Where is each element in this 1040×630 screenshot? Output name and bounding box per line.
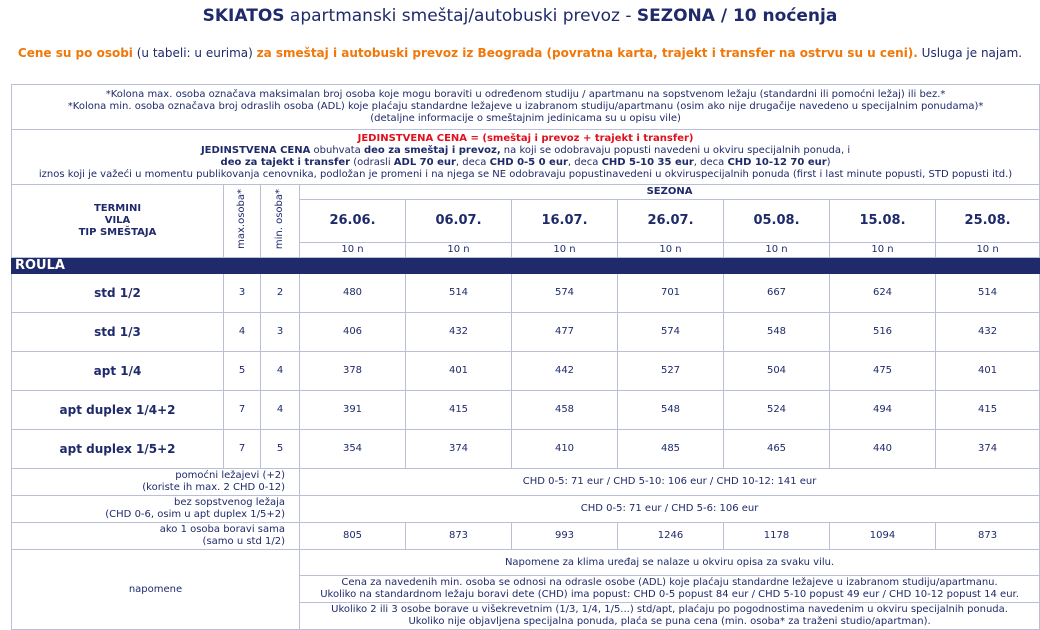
extra-bed-row — [12, 469, 1040, 496]
row-max: 7 — [224, 430, 261, 469]
page-title — [0, 6, 1040, 26]
header-date: 16.07. — [512, 200, 618, 243]
extra-bed-line: (koriste ih max. 2 CHD 0-12) — [142, 482, 285, 493]
header-nights: 10 n — [406, 243, 512, 258]
row-price: 548 — [724, 313, 830, 352]
single-price: 873 — [936, 523, 1040, 550]
price-info-text: (odrasli — [350, 157, 394, 168]
row-price: 480 — [300, 274, 406, 313]
header-nights: 10 n — [830, 243, 936, 258]
price-info-line: iznos koji je važeći u momentu publikovanja cenovnika, podložan je promeni i na njega se NE odobravaju popustinavedeni u okviruspecijalnih ponuda (first i last minute popusti, STD popusti itd.) — [38, 169, 1013, 180]
row-price: 374 — [406, 430, 512, 469]
single-row — [12, 523, 1040, 550]
no-bed-line: bez sopstvenog ležaja — [173, 497, 285, 508]
note-line: *Kolona min. osoba označava broj odraslih osoba (ADL) koje plaćaju standardne ležajeve u izabranom studiju/apartmanu (osim ako nije drugačije navedeno u specijalnim ponudama)* — [67, 101, 984, 112]
row-price: 701 — [618, 274, 724, 313]
row-max: 7 — [224, 391, 261, 430]
row-price: 465 — [724, 430, 830, 469]
title-middle: apartmanski smeštaj/autobuski prevoz - — [284, 6, 637, 26]
title-season: SEZONA / 10 noćenja — [636, 6, 838, 26]
row-price: 574 — [618, 313, 724, 352]
single-price: 993 — [512, 523, 618, 550]
single-price: 873 — [406, 523, 512, 550]
row-max: 3 — [224, 274, 261, 313]
row-price: 410 — [512, 430, 618, 469]
row-price: 354 — [300, 430, 406, 469]
extra-bed-line: pomoćni ležajevi (+2) — [175, 470, 285, 481]
row-min: 4 — [261, 352, 300, 391]
row-price: 401 — [936, 352, 1040, 391]
subtitle-part-3: za smeštaj i autobuski prevoz iz Beograda (povratna karta, trajekt i transfer na ostrvu su u ceni). — [256, 46, 918, 60]
napomene-note — [300, 603, 1040, 630]
napomene-line: Ukoliko na standardnom ležaju boravi dete (CHD) ima popust: CHD 0-5 popust 84 eur / CHD 5-10 popust 49 eur / CHD 10-12 popust 14 eur. — [320, 589, 1019, 600]
price-info-line — [14, 157, 1037, 169]
price-info-text: , deca — [567, 157, 602, 168]
header-termini: TERMINI — [93, 203, 142, 214]
header-max-label: max.osoba* — [236, 189, 247, 249]
title-destination: SKIATOS — [202, 6, 285, 26]
no-bed-value: CHD 0-5: 71 eur / CHD 5-6: 106 eur — [300, 496, 1040, 523]
price-info-text: , deca — [455, 157, 490, 168]
napomene-label: napomene — [12, 550, 300, 630]
single-line: ako 1 osoba boravi sama — [159, 524, 285, 535]
header-nights: 10 n — [936, 243, 1040, 258]
row-type: apt 1/4 — [12, 352, 224, 391]
row-price: 504 — [724, 352, 830, 391]
row-price: 458 — [512, 391, 618, 430]
row-min: 5 — [261, 430, 300, 469]
price-info-bold: JEDINSTVENA CENA — [200, 145, 311, 156]
row-max: 5 — [224, 352, 261, 391]
row-price: 624 — [830, 274, 936, 313]
header-max-cell — [224, 185, 261, 258]
header-date: 15.08. — [830, 200, 936, 243]
extra-bed-value: CHD 0-5: 71 eur / CHD 5-10: 106 eur / CHD 10-12: 141 eur — [300, 469, 1040, 496]
row-price: 667 — [724, 274, 830, 313]
notes-cell — [12, 85, 1040, 130]
header-tip: TIP SMEŠTAJA — [78, 227, 157, 238]
single-line: (samo u std 1/2) — [202, 536, 285, 547]
header-nights: 10 n — [724, 243, 830, 258]
price-info-text: , deca — [693, 157, 728, 168]
row-price: 485 — [618, 430, 724, 469]
note-line: (detaljne informacije o smeštajnim jedinicama su u opisu vile) — [370, 113, 681, 124]
header-left-cell — [12, 185, 224, 258]
price-info-bold: ADL 70 eur — [393, 157, 456, 168]
napomene-note: Napomene za klima uređaj se nalaze u okviru opisa za svaku vilu. — [300, 550, 1040, 576]
price-info-row — [12, 130, 1040, 185]
subtitle-part-1: Cene su po osobi — [17, 46, 133, 60]
section-title: ROULA — [12, 258, 1040, 274]
header-nights: 10 n — [300, 243, 406, 258]
napomene-line: Cena za navedenih min. osoba se odnosi na odrasle osobe (ADL) koje plaćaju standardne ležajeve u izabranom studiju/apartmanu. — [341, 577, 998, 588]
single-price: 1178 — [724, 523, 830, 550]
row-price: 442 — [512, 352, 618, 391]
unique-price-line: JEDINSTVENA CENA = (smeštaj i prevoz + trajekt i transfer) — [357, 133, 694, 144]
header-min-label: min. osoba* — [274, 188, 285, 250]
price-info-bold: CHD 10-12 70 eur — [727, 157, 827, 168]
header-date: 26.07. — [618, 200, 724, 243]
table-row — [12, 313, 1040, 352]
price-info-bold: deo za smeštaj i prevoz, — [363, 145, 501, 156]
row-type: std 1/2 — [12, 274, 224, 313]
row-price: 477 — [512, 313, 618, 352]
price-table — [11, 84, 1040, 630]
price-info-text: ) — [826, 157, 831, 168]
row-type: apt duplex 1/5+2 — [12, 430, 224, 469]
row-price: 440 — [830, 430, 936, 469]
row-type: apt duplex 1/4+2 — [12, 391, 224, 430]
price-info-text: na koji se odobravaju popusti navedeni u okviru specijalnih ponuda, i — [500, 145, 851, 156]
price-info-bold: CHD 5-10 35 eur — [601, 157, 694, 168]
no-bed-label — [12, 496, 300, 523]
row-min: 4 — [261, 391, 300, 430]
table-row — [12, 274, 1040, 313]
header-date: 05.08. — [724, 200, 830, 243]
header-date: 25.08. — [936, 200, 1040, 243]
notes-row — [12, 85, 1040, 130]
subtitle-part-4: Usluga je najam. — [917, 46, 1023, 60]
extra-bed-label — [12, 469, 300, 496]
row-price: 475 — [830, 352, 936, 391]
price-info-bold: deo za tajekt i transfer — [220, 157, 351, 168]
header-vila: VILA — [104, 215, 131, 226]
header-min-cell — [261, 185, 300, 258]
no-bed-row — [12, 496, 1040, 523]
header-season: SEZONA — [300, 185, 1040, 200]
subtitle-part-2: (u tabeli: u eurima) — [132, 46, 257, 60]
section-row — [12, 258, 1040, 274]
price-info-text: obuhvata — [310, 145, 364, 156]
price-info-cell — [12, 130, 1040, 185]
row-price: 514 — [406, 274, 512, 313]
row-price: 415 — [936, 391, 1040, 430]
napomene-line: Ukoliko nije objavljena specijalna ponuda, plaća se puna cena (min. osoba* za traženi studio/apartman). — [408, 616, 931, 627]
row-price: 514 — [936, 274, 1040, 313]
row-min: 3 — [261, 313, 300, 352]
header-nights: 10 n — [512, 243, 618, 258]
row-price: 374 — [936, 430, 1040, 469]
row-price: 432 — [406, 313, 512, 352]
notes-row-1 — [12, 550, 1040, 576]
row-price: 548 — [618, 391, 724, 430]
row-price: 401 — [406, 352, 512, 391]
page-subtitle — [0, 46, 1040, 60]
single-label — [12, 523, 300, 550]
row-price: 524 — [724, 391, 830, 430]
row-price: 574 — [512, 274, 618, 313]
row-price: 432 — [936, 313, 1040, 352]
row-price: 406 — [300, 313, 406, 352]
row-price: 378 — [300, 352, 406, 391]
row-max: 4 — [224, 313, 261, 352]
no-bed-line: (CHD 0-6, osim u apt duplex 1/5+2) — [105, 509, 285, 520]
header-row-season — [12, 185, 1040, 200]
header-date: 26.06. — [300, 200, 406, 243]
row-price: 415 — [406, 391, 512, 430]
row-type: std 1/3 — [12, 313, 224, 352]
row-price: 494 — [830, 391, 936, 430]
note-line: *Kolona max. osoba označava maksimalan broj osoba koje mogu boraviti u određenom studiju / apartmanu na sopstvenom ležaju (standardni ili pomoćni ležaj) ili bez.* — [105, 89, 946, 100]
price-info-bold: CHD 0-5 0 eur — [489, 157, 568, 168]
napomene-line: Ukoliko 2 ili 3 osobe borave u višekrevetnim (1/3, 1/4, 1/5...) std/apt, plaćaju po pogodnostima navedenim u okviru specijalnih ponuda. — [331, 604, 1008, 615]
single-price: 1094 — [830, 523, 936, 550]
table-row — [12, 430, 1040, 469]
single-price: 1246 — [618, 523, 724, 550]
row-price: 391 — [300, 391, 406, 430]
table-row — [12, 352, 1040, 391]
row-price: 516 — [830, 313, 936, 352]
header-nights: 10 n — [618, 243, 724, 258]
header-date: 06.07. — [406, 200, 512, 243]
single-price: 805 — [300, 523, 406, 550]
napomene-note — [300, 576, 1040, 603]
price-info-line — [14, 145, 1037, 157]
table-row — [12, 391, 1040, 430]
row-min: 2 — [261, 274, 300, 313]
row-price: 527 — [618, 352, 724, 391]
